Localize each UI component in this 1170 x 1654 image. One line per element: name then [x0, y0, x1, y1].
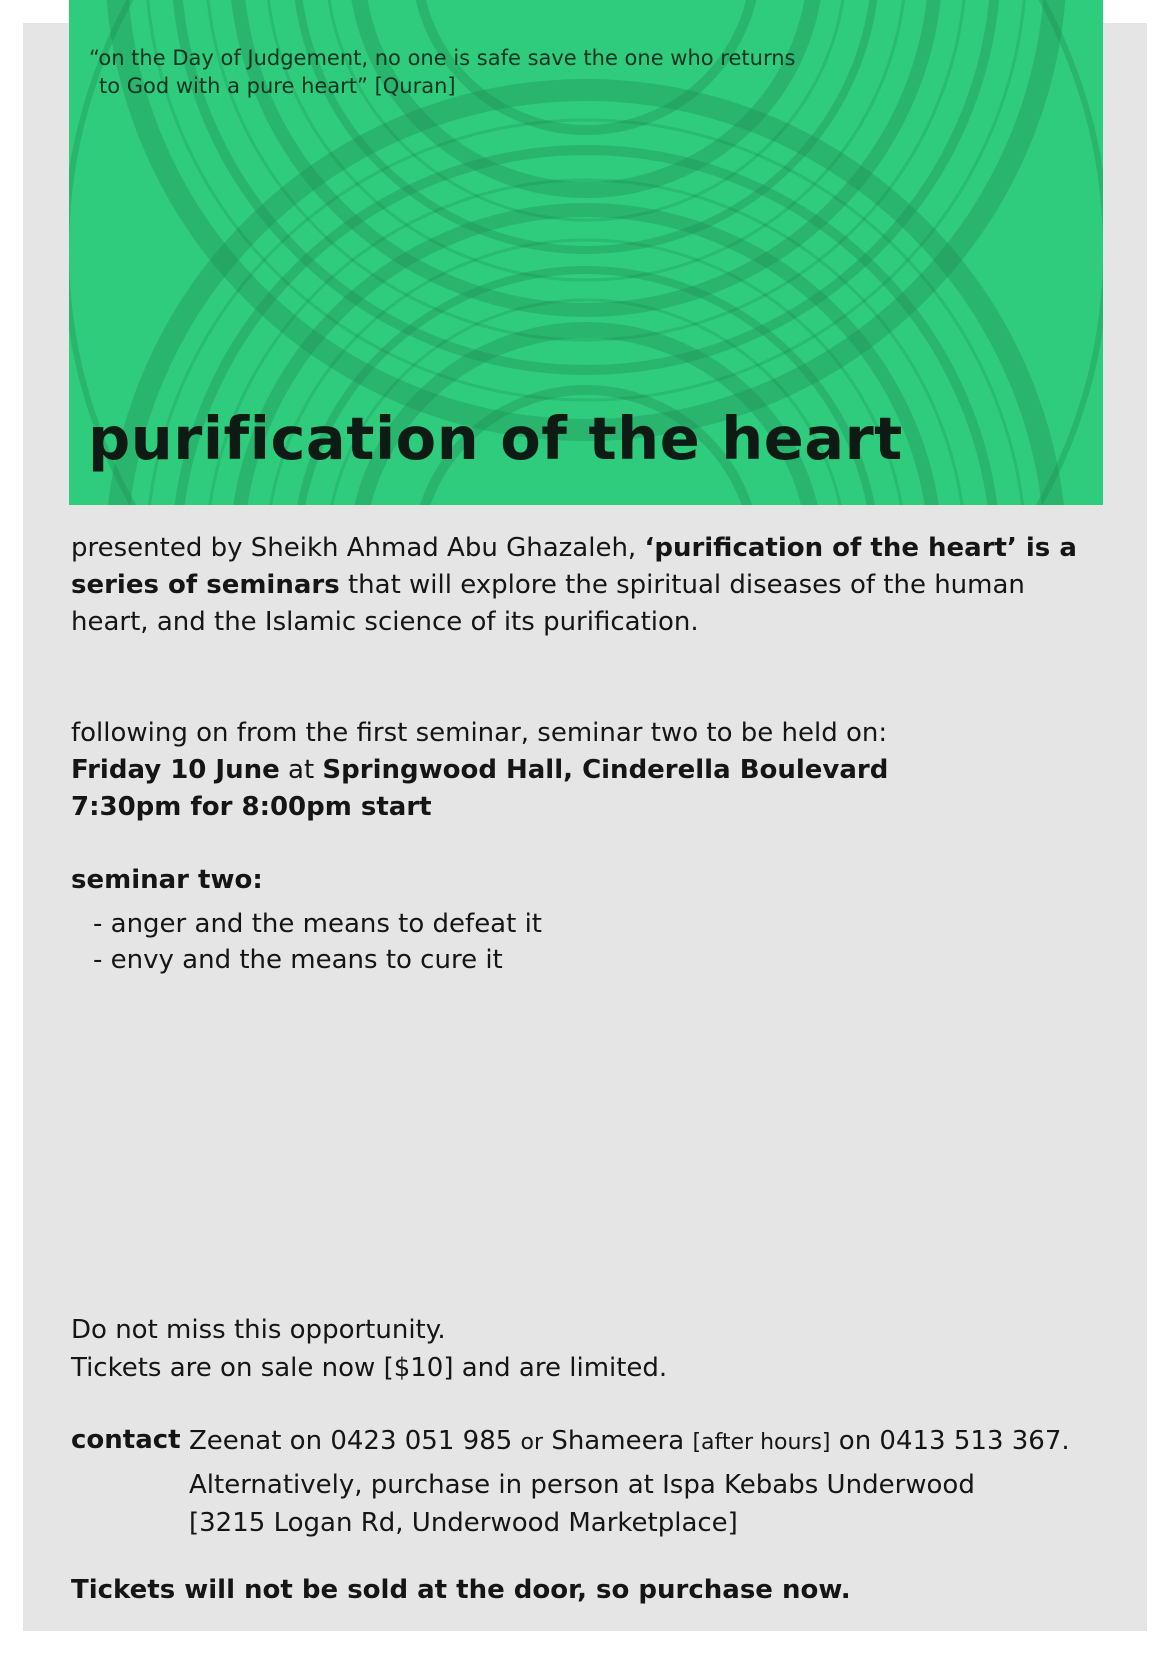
final-notice: Tickets will not be sold at the door, so purchase now.	[71, 1575, 851, 1605]
topic-item: - anger and the means to defeat it	[93, 909, 542, 939]
header-banner	[69, 0, 1103, 505]
quran-quote	[89, 44, 849, 100]
contact-alternative: Alternatively, purchase in person at Ispa Kebabs Underwood	[189, 1470, 975, 1500]
seminar-topics	[93, 906, 542, 978]
call-to-action	[71, 1311, 667, 1387]
contact-zeenat: Zeenat on 0423 051 985	[189, 1426, 521, 1456]
contact-label: contact	[71, 1425, 181, 1455]
intro-text-1: presented by Sheikh Ahmad Abu Ghazaleh,	[71, 533, 645, 563]
contact-address: [3215 Logan Rd, Underwood Marketplace]	[189, 1508, 738, 1538]
contact-details	[189, 1422, 1109, 1542]
cta-line-1: Do not miss this opportunity.	[71, 1315, 446, 1345]
event-venue: Springwood Hall, Cinderella Boulevard	[322, 755, 889, 785]
intro-series-name: ‘purification of the heart’ is a	[644, 533, 1077, 563]
topic-item: - envy and the means to cure it	[93, 945, 503, 975]
intro-series-label: series of seminars	[71, 570, 340, 600]
contact-shameera: Shameera	[543, 1426, 693, 1456]
intro-text-2: that will explore the spiritual diseases of the human	[339, 570, 1025, 600]
event-date: Friday 10 June	[71, 755, 280, 785]
seminar-heading: seminar two:	[71, 865, 263, 895]
event-details	[71, 715, 1071, 826]
contact-phone-2: on 0413 513 367.	[830, 1426, 1070, 1456]
contact-or: or	[520, 1430, 544, 1455]
intro-paragraph	[71, 530, 1081, 641]
quote-line-1: “on the Day of Judgement, no one is safe save the one who returns	[89, 46, 796, 70]
event-intro: following on from the first seminar, seminar two to be held on:	[71, 718, 888, 748]
quote-line-2: to God with a pure heart” [Quran]	[99, 74, 456, 98]
intro-text-3: heart, and the Islamic science of its purification.	[71, 607, 699, 637]
page-title: purification of the heart	[88, 404, 903, 473]
cta-line-2: Tickets are on sale now [$10] and are limited.	[71, 1353, 668, 1383]
event-at: at	[279, 755, 323, 785]
event-time: 7:30pm for 8:00pm start	[71, 792, 432, 822]
contact-after-hours: [after hours]	[692, 1430, 831, 1455]
